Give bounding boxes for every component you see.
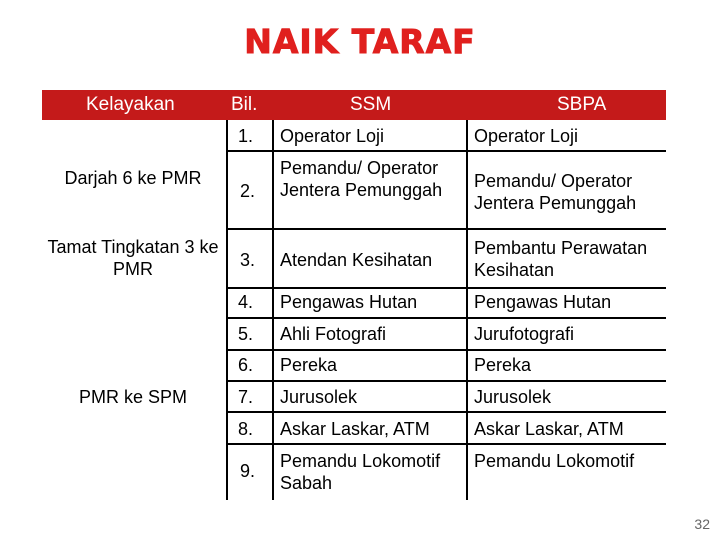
row-ssm: Ahli Fotografi [280,324,387,344]
row-bil: 4. [238,292,254,312]
row-sbpa: Pemandu Lokomotif [474,451,635,471]
row-bil: 7. [238,387,254,407]
row-bil: 2. [240,181,256,201]
row-sbpa: Jurusolek [474,387,552,407]
row-sbpa: Pembantu Perawatan Kesihatan [474,238,648,280]
row-sbpa: Askar Laskar, ATM [474,419,624,439]
row-sbpa: Pengawas Hutan [474,292,612,312]
row-bil: 3. [240,250,256,270]
row-bil: 9. [240,461,256,481]
row-divider [226,150,666,152]
row-ssm: Pemandu/ Operator Jentera Pemunggah [280,158,443,200]
row-bil: 1. [238,126,254,146]
row-divider [226,317,666,319]
row-bil: 5. [238,324,254,344]
row-sbpa: Operator Loji [474,126,579,146]
group-label: Tamat Tingkatan 3 ke PMR [47,237,219,279]
row-ssm: Askar Laskar, ATM [280,419,430,439]
slide-title: NAIK TARAF [244,22,476,61]
row-bil: 8. [238,419,254,439]
row-divider [226,411,666,413]
row-sbpa: Pereka [474,355,532,375]
header-bil: Bil. [231,94,258,115]
row-ssm: Jurusolek [280,387,358,407]
row-ssm: Operator Loji [280,126,385,146]
row-bil: 6. [238,355,254,375]
row-ssm: Pengawas Hutan [280,292,418,312]
row-sbpa: Pemandu/ Operator Jentera Pemunggah [474,171,637,213]
slide-title-area [0,0,720,80]
row-divider [226,443,666,445]
page-number: 32 [694,516,710,532]
row-ssm: Pereka [280,355,338,375]
header-sbpa: SBPA [557,94,607,115]
header-kelayakan: Kelayakan [86,94,175,115]
group-label: PMR ke SPM [78,387,188,407]
row-divider [226,380,666,382]
row-divider [226,287,666,289]
row-divider [226,228,666,230]
row-sbpa: Jurufotografi [474,324,575,344]
row-ssm: Atendan Kesihatan [280,250,433,270]
row-divider [226,349,666,351]
header-ssm: SSM [350,94,392,115]
row-ssm: Pemandu Lokomotif Sabah [280,451,441,493]
group-label: Darjah 6 ke PMR [64,168,202,188]
